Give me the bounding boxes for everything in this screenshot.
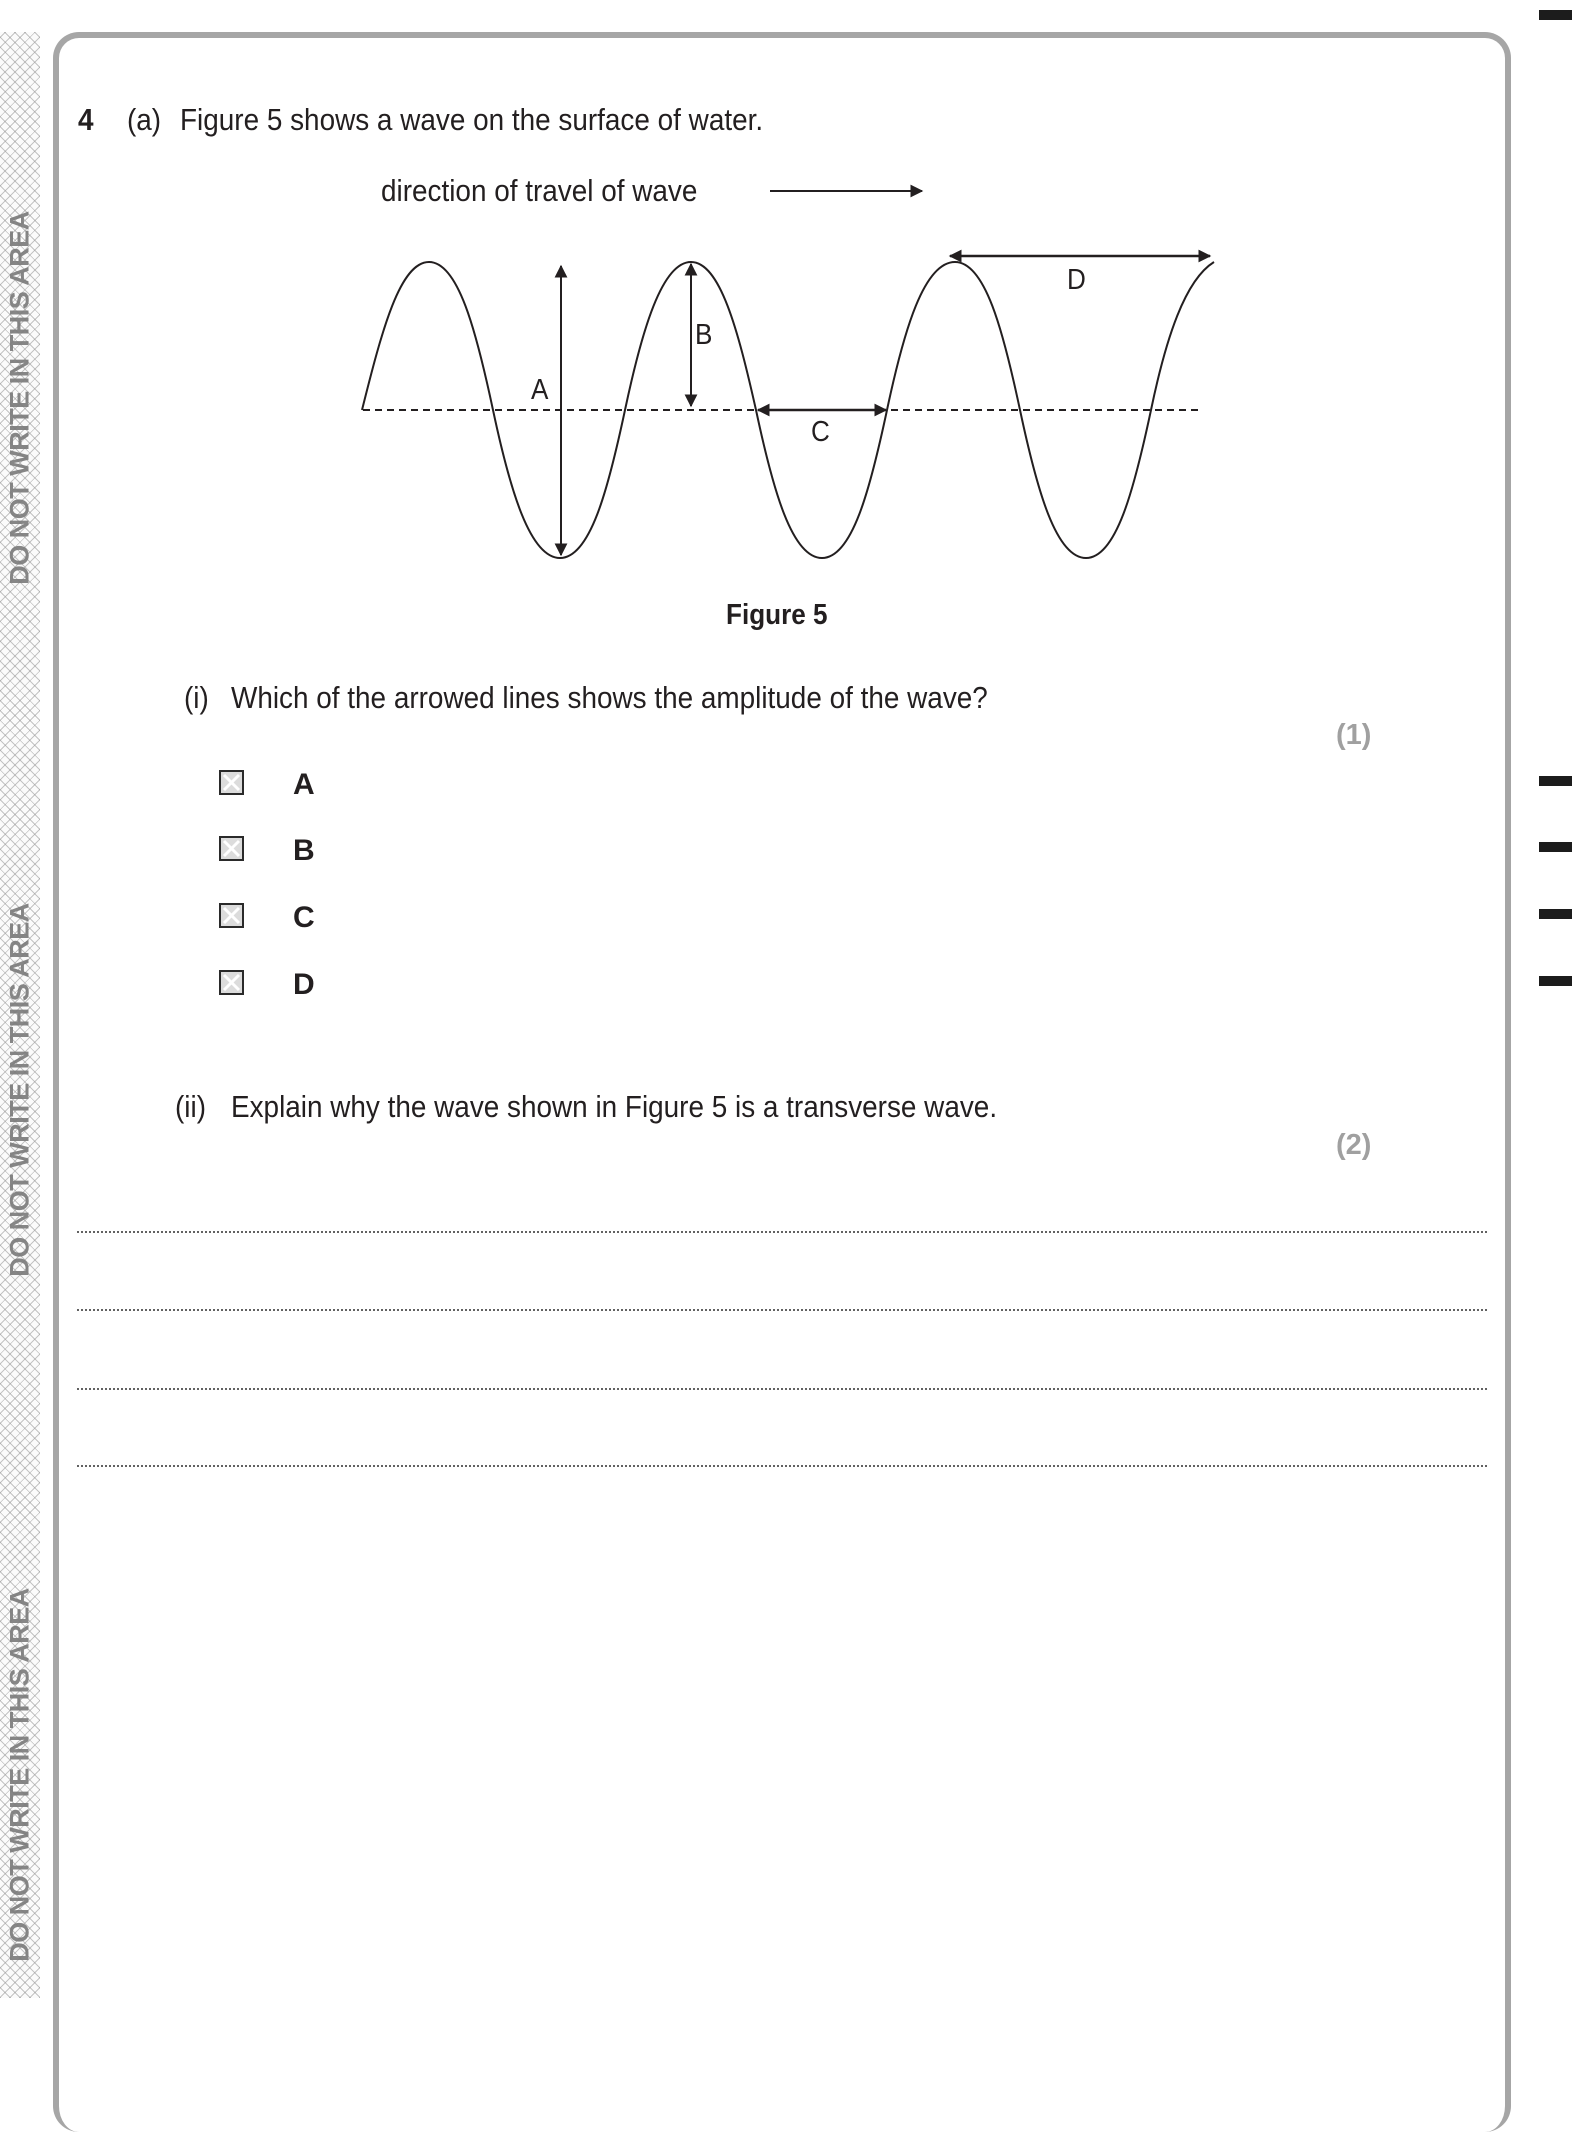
figure-caption: Figure 5 xyxy=(726,599,828,631)
answer-dotted-line xyxy=(76,1231,1487,1233)
option-c-label: C xyxy=(293,901,315,934)
direction-label: direction of travel of wave xyxy=(381,173,698,208)
part-a-intro: Figure 5 shows a wave on the surface of water. xyxy=(180,102,764,137)
registration-marker xyxy=(1539,909,1572,919)
label-a: A xyxy=(531,374,549,406)
answer-dotted-line xyxy=(76,1465,1487,1467)
sub-i-marks: (1) xyxy=(1336,719,1372,751)
registration-marker xyxy=(1539,776,1572,786)
answer-dotted-line xyxy=(76,1388,1487,1390)
sub-ii-marks: (2) xyxy=(1336,1129,1372,1161)
label-d: D xyxy=(1067,264,1086,296)
label-c: C xyxy=(811,416,830,448)
margin-warning-text: DO NOT WRITE IN THIS AREA xyxy=(4,903,35,1277)
question-number: 4 xyxy=(78,102,94,137)
cross-icon xyxy=(221,838,242,859)
option-b-checkbox[interactable] xyxy=(219,836,244,861)
margin-warning-text: DO NOT WRITE IN THIS AREA xyxy=(4,1588,35,1962)
label-b: B xyxy=(695,319,713,351)
option-a-label: A xyxy=(293,768,315,801)
margin-warning-text: DO NOT WRITE IN THIS AREA xyxy=(4,211,35,585)
sub-ii-label: (ii) xyxy=(175,1089,206,1124)
cross-icon xyxy=(221,772,242,793)
option-b-label: B xyxy=(293,834,315,867)
part-a-label: (a) xyxy=(127,102,162,137)
cross-icon xyxy=(221,972,242,993)
option-d-label: D xyxy=(293,968,315,1001)
option-d-checkbox[interactable] xyxy=(219,970,244,995)
answer-dotted-line xyxy=(76,1309,1487,1311)
registration-marker xyxy=(1539,842,1572,852)
registration-marker xyxy=(1539,976,1572,986)
sub-i-text: Which of the arrowed lines shows the amplitude of the wave? xyxy=(231,680,988,715)
cross-icon xyxy=(221,905,242,926)
option-c-checkbox[interactable] xyxy=(219,903,244,928)
sub-ii-text: Explain why the wave shown in Figure 5 is a transverse wave. xyxy=(231,1089,998,1124)
sub-i-label: (i) xyxy=(184,680,209,715)
wave-figure xyxy=(0,0,1572,700)
option-a-checkbox[interactable] xyxy=(219,770,244,795)
